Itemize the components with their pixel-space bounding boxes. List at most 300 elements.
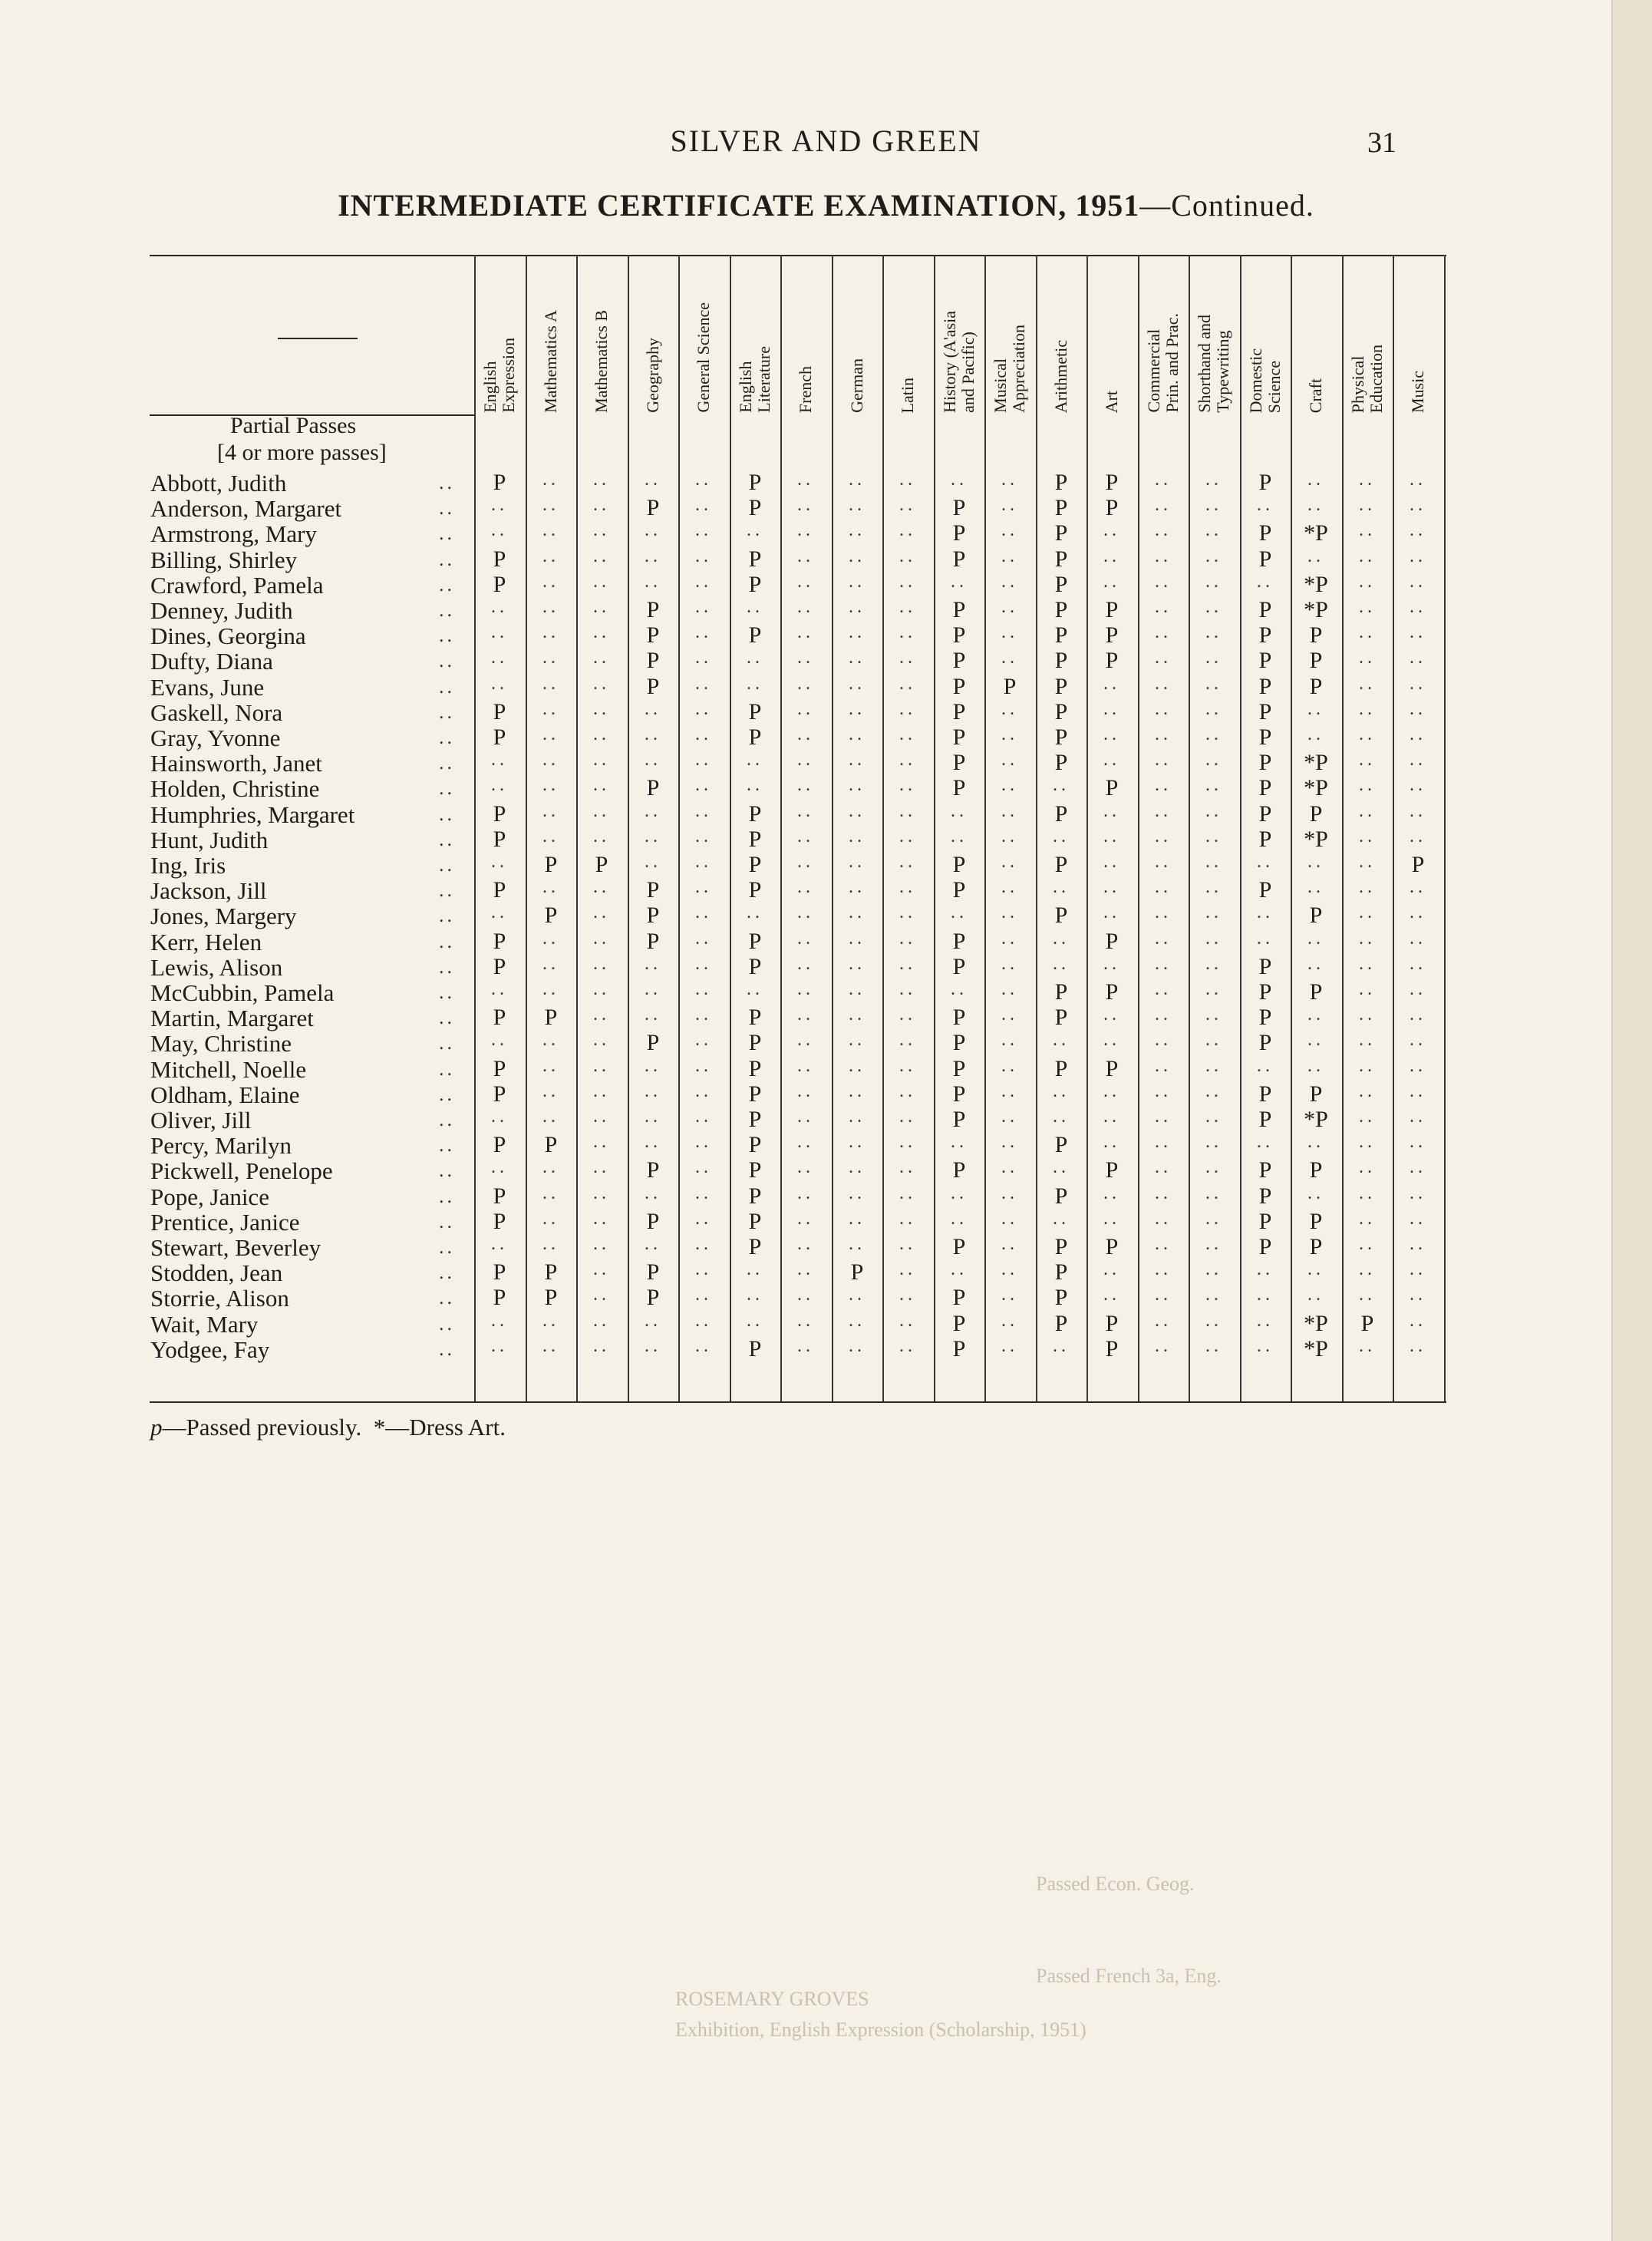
empty-cell: ..: [491, 979, 508, 999]
pass-mark: P: [1309, 979, 1323, 1005]
empty-cell: ..: [593, 1336, 610, 1356]
empty-cell: ..: [899, 1132, 916, 1152]
column-header-label: Geography: [643, 338, 662, 413]
leader-dots: ..: [439, 1058, 455, 1080]
pass-mark: P: [1054, 979, 1068, 1005]
leader-dots: ..: [439, 1286, 455, 1309]
header-dash: [278, 338, 358, 339]
empty-cell: ..: [1103, 1005, 1120, 1025]
student-name: Jackson, Jill: [150, 877, 267, 904]
pass-mark: P: [1054, 1132, 1068, 1157]
empty-cell: ..: [1001, 622, 1018, 642]
empty-cell: ..: [542, 622, 559, 642]
empty-cell: ..: [1359, 1157, 1376, 1177]
empty-cell: ..: [797, 903, 814, 922]
empty-cell: ..: [1205, 750, 1222, 770]
empty-cell: ..: [1103, 572, 1120, 592]
pass-mark: P: [1309, 1209, 1323, 1234]
empty-cell: ..: [1359, 877, 1376, 897]
student-name: Dines, Georgina: [150, 622, 306, 649]
empty-cell: ..: [1205, 1132, 1222, 1152]
empty-cell: ..: [645, 520, 661, 540]
empty-cell: ..: [1307, 495, 1324, 515]
leader-dots: ..: [439, 471, 455, 493]
empty-cell: ..: [1410, 1209, 1426, 1229]
empty-cell: ..: [797, 1285, 814, 1305]
pass-mark: P: [493, 1132, 506, 1157]
empty-cell: ..: [899, 699, 916, 719]
pass-mark: P: [748, 954, 762, 979]
leader-dots: ..: [439, 981, 455, 1003]
empty-cell: ..: [1307, 1285, 1324, 1305]
empty-cell: ..: [695, 1081, 712, 1101]
pass-mark: P: [1105, 597, 1119, 622]
footnote-symbol: p: [150, 1414, 163, 1441]
pass-mark: P: [748, 1030, 762, 1055]
empty-cell: ..: [1205, 546, 1222, 566]
pass-mark: P: [646, 929, 660, 954]
running-title: SILVER AND GREEN: [670, 124, 982, 158]
student-name: Gaskell, Nora: [150, 699, 283, 726]
pass-mark: P: [952, 495, 966, 520]
pass-mark: P: [1258, 674, 1272, 699]
empty-cell: ..: [1410, 1234, 1426, 1254]
leader-dots: ..: [439, 853, 455, 876]
empty-cell: ..: [1155, 1285, 1172, 1305]
leader-dots: ..: [439, 649, 455, 672]
empty-cell: ..: [491, 597, 508, 617]
pass-mark: P: [1054, 520, 1068, 546]
empty-cell: ..: [1001, 1234, 1018, 1254]
pass-mark: P: [1258, 724, 1272, 750]
pass-mark: P: [952, 648, 966, 673]
pass-mark: P: [544, 1259, 558, 1285]
column-header: [576, 262, 627, 413]
pass-mark: P: [1360, 1311, 1374, 1336]
pass-mark: P: [952, 775, 966, 800]
pass-mark: P: [1054, 1183, 1068, 1209]
pass-mark: P: [1258, 877, 1272, 903]
pass-mark: P: [952, 674, 966, 699]
column-header: [780, 262, 831, 413]
empty-cell: ..: [1257, 1132, 1274, 1152]
empty-cell: ..: [1410, 470, 1426, 490]
empty-cell: ..: [899, 1030, 916, 1050]
empty-cell: ..: [1001, 648, 1018, 668]
pass-mark: P: [1105, 1311, 1119, 1336]
empty-cell: ..: [797, 1259, 814, 1279]
column-header-label: English Expression: [480, 338, 518, 413]
empty-cell: ..: [1257, 1311, 1274, 1331]
empty-cell: ..: [1205, 1234, 1222, 1254]
empty-cell: ..: [645, 1183, 661, 1203]
empty-cell: ..: [1359, 1030, 1376, 1050]
empty-cell: ..: [593, 877, 610, 897]
empty-cell: ..: [491, 1030, 508, 1050]
empty-cell: ..: [1155, 979, 1172, 999]
empty-cell: ..: [1205, 1081, 1222, 1101]
pass-mark: P: [952, 1157, 966, 1183]
student-name: Kerr, Helen: [150, 929, 262, 955]
empty-cell: ..: [1205, 724, 1222, 744]
empty-cell: ..: [797, 495, 814, 515]
empty-cell: ..: [593, 1285, 610, 1305]
empty-cell: ..: [1410, 827, 1426, 847]
pass-mark: P: [646, 1157, 660, 1183]
empty-cell: ..: [849, 495, 866, 515]
student-name: Gray, Yvonne: [150, 724, 281, 751]
empty-cell: ..: [1103, 1209, 1120, 1229]
empty-cell: ..: [1155, 470, 1172, 490]
empty-cell: ..: [849, 1311, 866, 1331]
empty-cell: ..: [1001, 903, 1018, 922]
empty-cell: ..: [695, 674, 712, 694]
pass-mark: P: [1258, 979, 1272, 1005]
empty-cell: ..: [593, 495, 610, 515]
empty-cell: ..: [1001, 827, 1018, 847]
empty-cell: ..: [1205, 1311, 1222, 1331]
empty-cell: ..: [645, 699, 661, 719]
empty-cell: ..: [593, 1234, 610, 1254]
empty-cell: ..: [1155, 699, 1172, 719]
empty-cell: ..: [1410, 877, 1426, 897]
empty-cell: ..: [849, 801, 866, 821]
empty-cell: ..: [1410, 1107, 1426, 1127]
pass-mark: P: [748, 724, 762, 750]
empty-cell: ..: [1205, 1209, 1222, 1229]
empty-cell: ..: [1001, 1107, 1018, 1127]
empty-cell: ..: [695, 495, 712, 515]
empty-cell: ..: [695, 648, 712, 668]
empty-cell: ..: [1257, 1336, 1274, 1356]
pass-mark: P: [493, 801, 506, 827]
empty-cell: ..: [899, 724, 916, 744]
empty-cell: ..: [1053, 877, 1070, 897]
empty-cell: ..: [491, 750, 508, 770]
empty-cell: ..: [695, 954, 712, 974]
empty-cell: ..: [1359, 495, 1376, 515]
empty-cell: ..: [899, 1107, 916, 1127]
empty-cell: ..: [1359, 674, 1376, 694]
empty-cell: ..: [1103, 1081, 1120, 1101]
pass-mark: P: [850, 1259, 864, 1285]
empty-cell: ..: [797, 1107, 814, 1127]
empty-cell: ..: [695, 622, 712, 642]
empty-cell: ..: [1410, 1005, 1426, 1025]
table-top-rule: [150, 255, 1446, 256]
empty-cell: ..: [491, 1157, 508, 1177]
pass-mark: P: [1258, 750, 1272, 775]
empty-cell: ..: [1410, 1259, 1426, 1279]
pass-mark: P: [952, 1107, 966, 1132]
pass-mark: P: [1258, 546, 1272, 572]
empty-cell: ..: [1053, 1081, 1070, 1101]
empty-cell: ..: [593, 597, 610, 617]
empty-cell: ..: [645, 954, 661, 974]
empty-cell: ..: [899, 877, 916, 897]
empty-cell: ..: [899, 979, 916, 999]
empty-cell: ..: [899, 546, 916, 566]
empty-cell: ..: [593, 1157, 610, 1177]
pass-mark: P: [748, 877, 762, 903]
empty-cell: ..: [747, 750, 763, 770]
empty-cell: ..: [1410, 1030, 1426, 1050]
pass-mark: P: [493, 1183, 506, 1209]
footnote: [150, 1414, 506, 1441]
empty-cell: ..: [1155, 852, 1172, 872]
column-header: [984, 262, 1035, 413]
empty-cell: ..: [593, 1056, 610, 1076]
empty-cell: ..: [747, 775, 763, 795]
empty-cell: ..: [695, 1234, 712, 1254]
empty-cell: ..: [1103, 1030, 1120, 1050]
empty-cell: ..: [593, 979, 610, 999]
empty-cell: ..: [593, 724, 610, 744]
empty-cell: ..: [899, 674, 916, 694]
empty-cell: ..: [1103, 903, 1120, 922]
empty-cell: ..: [1001, 750, 1018, 770]
empty-cell: ..: [899, 520, 916, 540]
empty-cell: ..: [747, 597, 763, 617]
pass-mark: P: [1105, 775, 1119, 800]
empty-cell: ..: [542, 572, 559, 592]
empty-cell: ..: [491, 852, 508, 872]
pass-mark: P: [1054, 1311, 1068, 1336]
pass-mark: P: [1054, 622, 1068, 648]
pass-mark: P: [952, 1311, 966, 1336]
empty-cell: ..: [1155, 750, 1172, 770]
empty-cell: ..: [695, 852, 712, 872]
column-header: [1086, 262, 1137, 413]
pass-mark: P: [1054, 572, 1068, 597]
empty-cell: ..: [593, 699, 610, 719]
student-name: Percy, Marilyn: [150, 1132, 292, 1159]
empty-cell: ..: [695, 520, 712, 540]
pass-mark: P: [493, 1285, 506, 1310]
empty-cell: ..: [542, 520, 559, 540]
empty-cell: ..: [951, 1209, 968, 1229]
column-header-label: Art: [1102, 390, 1121, 413]
empty-cell: ..: [1155, 1030, 1172, 1050]
footnote-text: —Dress Art.: [385, 1414, 506, 1441]
leader-dots: ..: [439, 599, 455, 621]
student-name: May, Christine: [150, 1030, 292, 1057]
pass-mark: P: [1411, 852, 1425, 877]
empty-cell: ..: [1307, 470, 1324, 490]
empty-cell: ..: [899, 1285, 916, 1305]
column-header: [934, 262, 984, 413]
leader-dots: ..: [439, 1006, 455, 1028]
leader-dots: ..: [439, 904, 455, 926]
empty-cell: ..: [1307, 1056, 1324, 1076]
pass-mark: P: [1054, 1005, 1068, 1030]
empty-cell: ..: [542, 1056, 559, 1076]
empty-cell: ..: [1103, 750, 1120, 770]
empty-cell: ..: [1410, 1285, 1426, 1305]
empty-cell: ..: [593, 1005, 610, 1025]
pass-mark: P: [544, 903, 558, 928]
empty-cell: ..: [899, 495, 916, 515]
column-header-label: English Literature: [736, 346, 773, 413]
empty-cell: ..: [593, 1107, 610, 1127]
pass-mark: P: [748, 827, 762, 852]
pass-mark: P: [1258, 597, 1272, 622]
column-header-label: Arithmetic: [1051, 339, 1070, 413]
pass-mark: P: [748, 546, 762, 572]
empty-cell: ..: [797, 1056, 814, 1076]
pass-mark: P: [493, 1259, 506, 1285]
empty-cell: ..: [797, 1336, 814, 1356]
column-header: [1291, 262, 1341, 413]
bleed-through-text: Exhibition, English Expression (Scholarship, 1951): [675, 2018, 1086, 2041]
leader-dots: ..: [439, 1210, 455, 1233]
pass-mark: P: [952, 546, 966, 572]
empty-cell: ..: [899, 1209, 916, 1229]
pass-mark: P: [952, 1056, 966, 1081]
column-divider: [1444, 255, 1446, 1401]
pass-mark: P: [1258, 699, 1272, 724]
empty-cell: ..: [1205, 470, 1222, 490]
empty-cell: ..: [542, 801, 559, 821]
pass-mark: P: [952, 520, 966, 546]
empty-cell: ..: [797, 674, 814, 694]
empty-cell: ..: [542, 1107, 559, 1127]
empty-cell: ..: [1410, 750, 1426, 770]
pass-mark: P: [1054, 470, 1068, 495]
empty-cell: ..: [797, 546, 814, 566]
empty-cell: ..: [1001, 1132, 1018, 1152]
pass-mark: P: [952, 597, 966, 622]
empty-cell: ..: [797, 1311, 814, 1331]
pass-mark: P: [748, 699, 762, 724]
empty-cell: ..: [593, 775, 610, 795]
empty-cell: ..: [899, 1056, 916, 1076]
empty-cell: ..: [899, 775, 916, 795]
empty-cell: ..: [849, 597, 866, 617]
student-name: Storrie, Alison: [150, 1285, 289, 1312]
pass-mark: P: [493, 572, 506, 597]
empty-cell: ..: [1103, 520, 1120, 540]
pass-mark: P: [1309, 648, 1323, 673]
student-name: Dufty, Diana: [150, 648, 273, 675]
empty-cell: ..: [1359, 827, 1376, 847]
empty-cell: ..: [1001, 1081, 1018, 1101]
empty-cell: ..: [542, 1336, 559, 1356]
pass-mark: P: [493, 877, 506, 903]
pass-mark: P: [1258, 1107, 1272, 1132]
empty-cell: ..: [899, 1234, 916, 1254]
empty-cell: ..: [1001, 1209, 1018, 1229]
empty-cell: ..: [695, 801, 712, 821]
empty-cell: ..: [1257, 1056, 1274, 1076]
pass-mark: P: [748, 572, 762, 597]
empty-cell: ..: [899, 1005, 916, 1025]
empty-cell: ..: [1103, 827, 1120, 847]
empty-cell: ..: [951, 470, 968, 490]
empty-cell: ..: [849, 724, 866, 744]
empty-cell: ..: [1359, 1336, 1376, 1356]
column-header: [678, 262, 729, 413]
empty-cell: ..: [1359, 1132, 1376, 1152]
empty-cell: ..: [1103, 1107, 1120, 1127]
pass-mark: P: [952, 622, 966, 648]
empty-cell: ..: [593, 648, 610, 668]
empty-cell: ..: [1359, 546, 1376, 566]
pass-mark: P: [748, 622, 762, 648]
pass-mark: P: [1309, 1234, 1323, 1259]
pass-mark: P: [1309, 674, 1323, 699]
empty-cell: ..: [1205, 954, 1222, 974]
empty-cell: ..: [542, 470, 559, 490]
column-header: [832, 262, 882, 413]
empty-cell: ..: [1053, 954, 1070, 974]
empty-cell: ..: [849, 1132, 866, 1152]
empty-cell: ..: [645, 979, 661, 999]
empty-cell: ..: [1307, 699, 1324, 719]
empty-cell: ..: [849, 954, 866, 974]
pass-mark: P: [1258, 470, 1272, 495]
empty-cell: ..: [542, 1030, 559, 1050]
student-name: Pope, Janice: [150, 1183, 269, 1210]
empty-cell: ..: [593, 1081, 610, 1101]
empty-cell: ..: [1155, 1081, 1172, 1101]
student-name: Hunt, Judith: [150, 827, 269, 853]
pass-mark: P: [748, 801, 762, 827]
empty-cell: ..: [899, 852, 916, 872]
empty-cell: ..: [695, 572, 712, 592]
empty-cell: ..: [849, 827, 866, 847]
empty-cell: ..: [1053, 1336, 1070, 1356]
empty-cell: ..: [695, 827, 712, 847]
empty-cell: ..: [1205, 1157, 1222, 1177]
empty-cell: ..: [899, 1311, 916, 1331]
empty-cell: ..: [1257, 929, 1274, 949]
pass-mark: P: [646, 648, 660, 673]
empty-cell: ..: [1359, 852, 1376, 872]
pass-mark: P: [952, 852, 966, 877]
empty-cell: ..: [1205, 1030, 1222, 1050]
empty-cell: ..: [1359, 1107, 1376, 1127]
column-header-label: Commercial Prin. and Prac.: [1144, 313, 1182, 413]
empty-cell: ..: [1001, 1311, 1018, 1331]
student-name: Lewis, Alison: [150, 954, 283, 981]
empty-cell: ..: [797, 852, 814, 872]
empty-cell: ..: [899, 1259, 916, 1279]
empty-cell: ..: [1053, 827, 1070, 847]
empty-cell: ..: [1359, 520, 1376, 540]
student-name: Pickwell, Penelope: [150, 1157, 333, 1184]
column-header-label: German: [847, 358, 866, 413]
empty-cell: ..: [593, 1209, 610, 1229]
empty-cell: ..: [542, 1234, 559, 1254]
leader-dots: ..: [439, 1159, 455, 1181]
page-edge: [1611, 0, 1652, 2241]
pass-mark: P: [952, 1336, 966, 1361]
empty-cell: ..: [542, 597, 559, 617]
empty-cell: ..: [645, 470, 661, 490]
pass-mark: P: [493, 1081, 506, 1107]
pass-mark: *P: [1304, 597, 1328, 622]
pass-mark: P: [1258, 1234, 1272, 1259]
empty-cell: ..: [491, 903, 508, 922]
pass-mark: P: [1258, 1005, 1272, 1030]
pass-mark: P: [1105, 495, 1119, 520]
empty-cell: ..: [1155, 674, 1172, 694]
empty-cell: ..: [899, 1183, 916, 1203]
empty-cell: ..: [645, 546, 661, 566]
empty-cell: ..: [1257, 1285, 1274, 1305]
empty-cell: ..: [951, 572, 968, 592]
